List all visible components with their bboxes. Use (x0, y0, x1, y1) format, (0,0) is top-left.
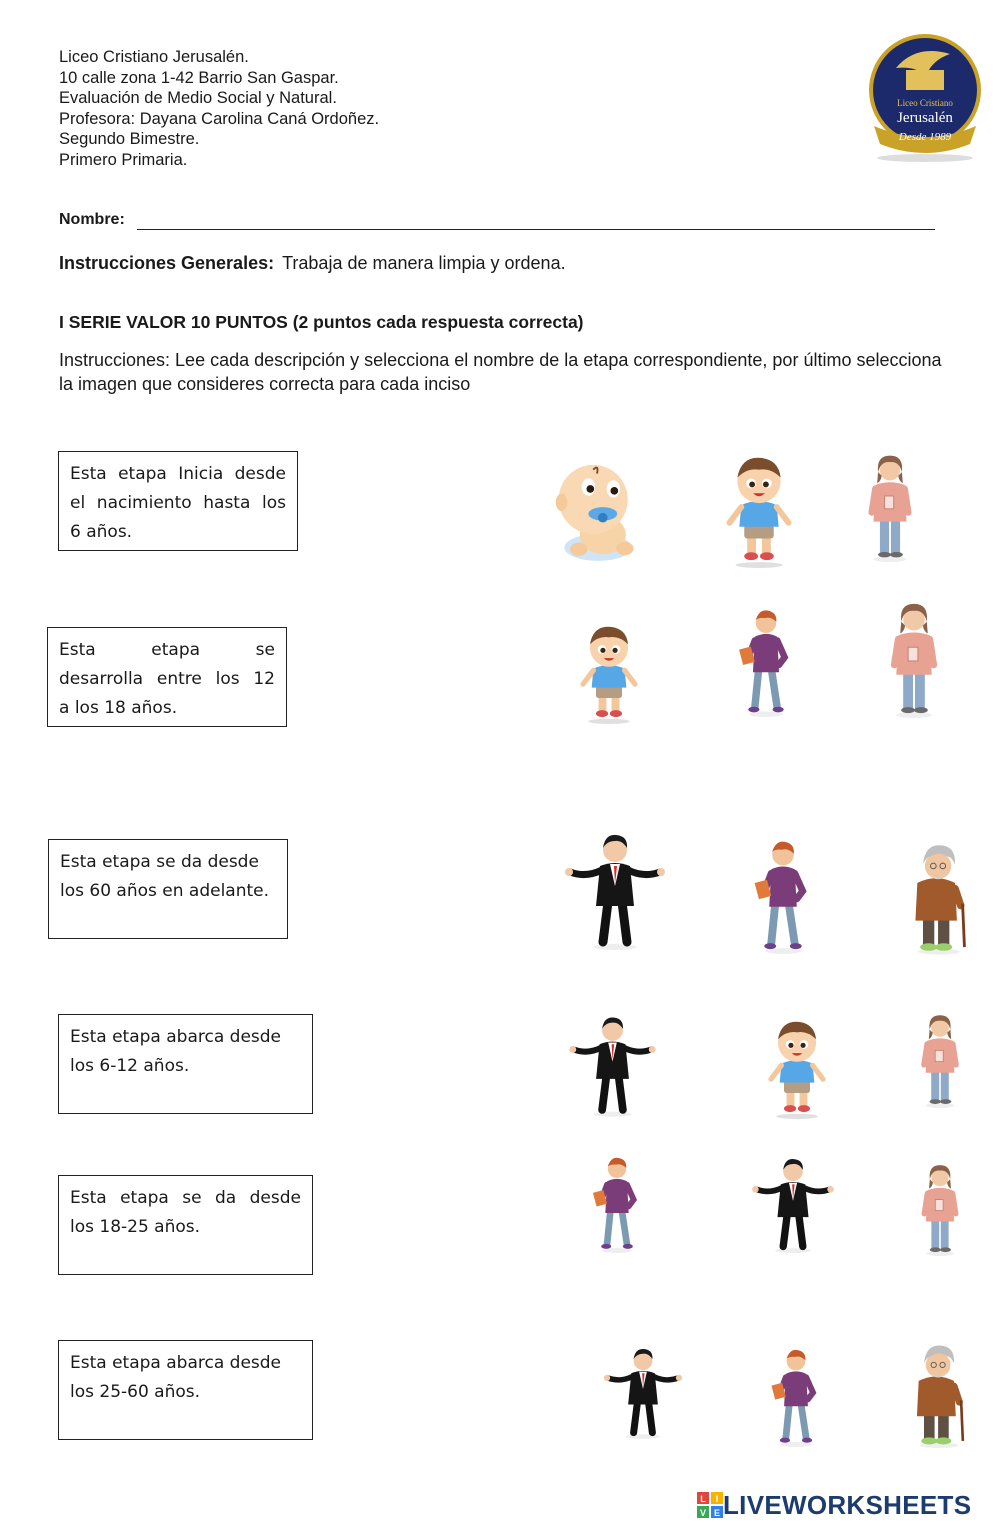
school-header (59, 47, 379, 170)
question-2-line: Esta etapa se (59, 640, 275, 660)
svg-text:L: L (700, 1494, 706, 1504)
question-1-line: Esta etapa Inicia desde (70, 464, 286, 484)
teacher-name: Profesora: Dayana Carolina Caná Ordoñez. (59, 109, 380, 128)
question-5-line: los 18-25 años. (70, 1217, 201, 1237)
option-old-woman-image[interactable] (914, 1012, 966, 1108)
option-businessman-image[interactable] (748, 1155, 838, 1253)
option-old-woman-image[interactable] (914, 1162, 966, 1256)
option-baby-image[interactable] (550, 458, 646, 564)
logo-line1: Liceo Cristiano (897, 98, 953, 108)
option-old-woman-image[interactable] (862, 452, 918, 562)
svg-text:V: V (699, 1508, 707, 1518)
question-2-line: desarrolla entre los 12 (59, 669, 275, 689)
question-6-line: los 25-60 años. (70, 1382, 201, 1402)
grade: Primero Primaria. (59, 150, 188, 169)
school-logo (866, 28, 984, 164)
school-name: Liceo Cristiano Jerusalén. (59, 48, 249, 66)
question-3-line: los 60 años en adelante. (60, 881, 270, 901)
liveworksheets-badge-icon (697, 1492, 723, 1518)
general-instructions-text: Trabaja de manera limpia y ordena. (282, 253, 566, 273)
name-label: Nombre: (59, 211, 125, 228)
question-box-2 (47, 627, 287, 727)
svg-text:E: E (713, 1508, 721, 1518)
question-4-line: los 6-12 años. (70, 1056, 190, 1076)
series-instructions: Instrucciones: Lee cada descripción y selecciona el nombre de la etapa correspondiente, por último selecciona la imagen que consideres correcta para cada inciso (59, 350, 942, 394)
svg-text:I: I (715, 1494, 719, 1504)
evaluation-title: Evaluación de Medio Social y Natural. (59, 89, 337, 107)
question-2-line: a los 18 años. (59, 698, 178, 718)
liveworksheets-logo (697, 1489, 971, 1521)
general-instructions-label: Instrucciones Generales: (59, 253, 275, 273)
option-old-woman-image[interactable] (884, 600, 944, 718)
option-teen-image[interactable] (770, 1345, 822, 1447)
question-box-3 (48, 839, 288, 939)
question-4-line: Esta etapa abarca desde (70, 1027, 282, 1047)
question-1-line: 6 años. (70, 522, 133, 542)
option-businessman-image[interactable] (560, 830, 670, 950)
option-businessman-image[interactable] (565, 1013, 660, 1117)
option-grandpa-image[interactable] (906, 840, 972, 956)
question-5-line: Esta etapa se da desde (70, 1188, 301, 1208)
option-teen-image[interactable] (592, 1152, 642, 1254)
logo-line2: Jerusalén (897, 110, 953, 126)
option-businessman-image[interactable] (600, 1340, 686, 1444)
school-address: 10 calle zona 1-42 Barrio San Gaspar. (59, 68, 339, 87)
option-grandpa-image[interactable] (908, 1342, 970, 1448)
option-teen-image[interactable] (753, 836, 813, 954)
option-child-image[interactable] (754, 1015, 840, 1119)
series-title: I SERIE VALOR 10 PUNTOS (2 puntos cada respuesta correcta) (59, 312, 584, 332)
option-child-image[interactable] (566, 620, 652, 724)
option-teen-image[interactable] (738, 605, 794, 717)
general-instructions (59, 253, 566, 274)
question-box-5 (58, 1175, 313, 1275)
question-6-line: Esta etapa abarca desde (70, 1353, 282, 1373)
term: Segundo Bimestre. (59, 130, 200, 148)
question-box-1 (58, 451, 298, 551)
liveworksheets-brand-text: LIVEWORKSHEETS (723, 1489, 972, 1520)
question-box-6 (58, 1340, 313, 1440)
question-3-line: Esta etapa se da desde (60, 852, 259, 872)
logo-line3: Desde 1989 (898, 131, 952, 143)
question-1-line: el nacimiento hasta los (70, 493, 286, 513)
question-box-4 (58, 1014, 313, 1114)
name-answer-line[interactable] (137, 229, 935, 230)
option-child-image[interactable] (710, 450, 808, 568)
